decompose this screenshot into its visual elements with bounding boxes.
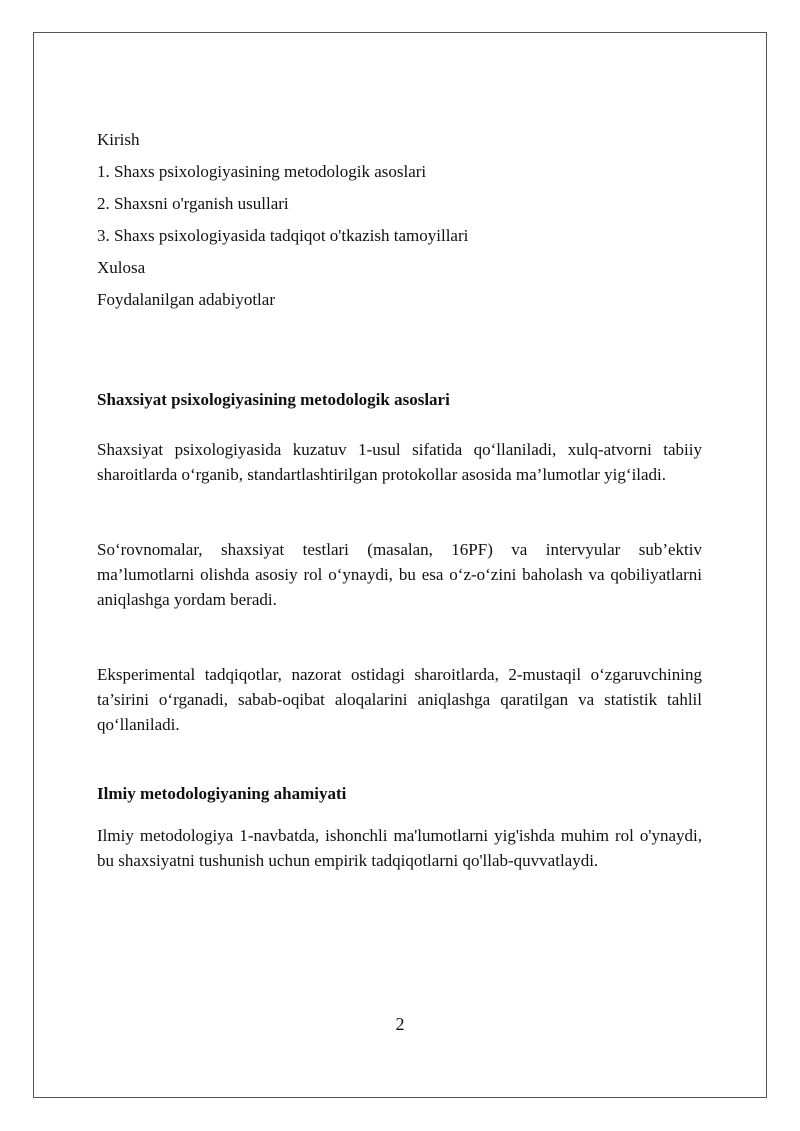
document-body bbox=[97, 128, 702, 873]
section-heading-methodology: Shaxsiyat psixologiyasining metodologik asoslari bbox=[97, 390, 450, 409]
toc-item-1: 1. Shaxs psixologiyasining metodologik asoslari bbox=[97, 162, 427, 181]
paragraph-observation: Shaxsiyat psixologiyasida kuzatuv 1-usul sifatida qo‘llaniladi, xulq-atvorni tabiiy sharoitlarda o‘rganib, standartlashtirilgan protokollar asosida ma’lumotlar yig‘iladi. bbox=[97, 440, 702, 484]
toc-item-3: 3. Shaxs psixologiyasida tadqiqot o'tkazish tamoyillari bbox=[97, 226, 469, 245]
page-number: 2 bbox=[395, 1014, 405, 1034]
section-heading-importance: Ilmiy metodologiyaning ahamiyati bbox=[97, 784, 347, 803]
toc-item-2: 2. Shaxsni o'rganish usullari bbox=[97, 194, 289, 213]
toc-item-intro: Kirish bbox=[97, 130, 140, 149]
toc-item-references: Foydalanilgan adabiyotlar bbox=[97, 290, 275, 309]
table-of-contents bbox=[97, 128, 702, 312]
paragraph-scientific-methodology: Ilmiy metodologiya 1-navbatda, ishonchli ma'lumotlarni yig'ishda muhim rol o'ynaydi, bu shaxsiyatni tushunish uchun empirik tadqiqotlarni qo'llab-quvvatlaydi. bbox=[97, 826, 702, 870]
paragraph-surveys: So‘rovnomalar, shaxsiyat testlari (masalan, 16PF) va intervyular sub’ektiv ma’lumotlarni olishda asosiy rol o‘ynaydi, bu esa o‘z-o‘zini baholash va qobiliyatlarni aniqlashga yordam beradi. bbox=[97, 540, 702, 609]
toc-item-conclusion: Xulosa bbox=[97, 258, 146, 277]
paragraph-experiments: Eksperimental tadqiqotlar, nazorat ostidagi sharoitlarda, 2-mustaqil o‘zgaruvchining ta’sirini o‘rganadi, sabab-oqibat aloqalarini aniqlashga qaratilgan va statistik tahlil qo‘llaniladi. bbox=[97, 665, 702, 734]
